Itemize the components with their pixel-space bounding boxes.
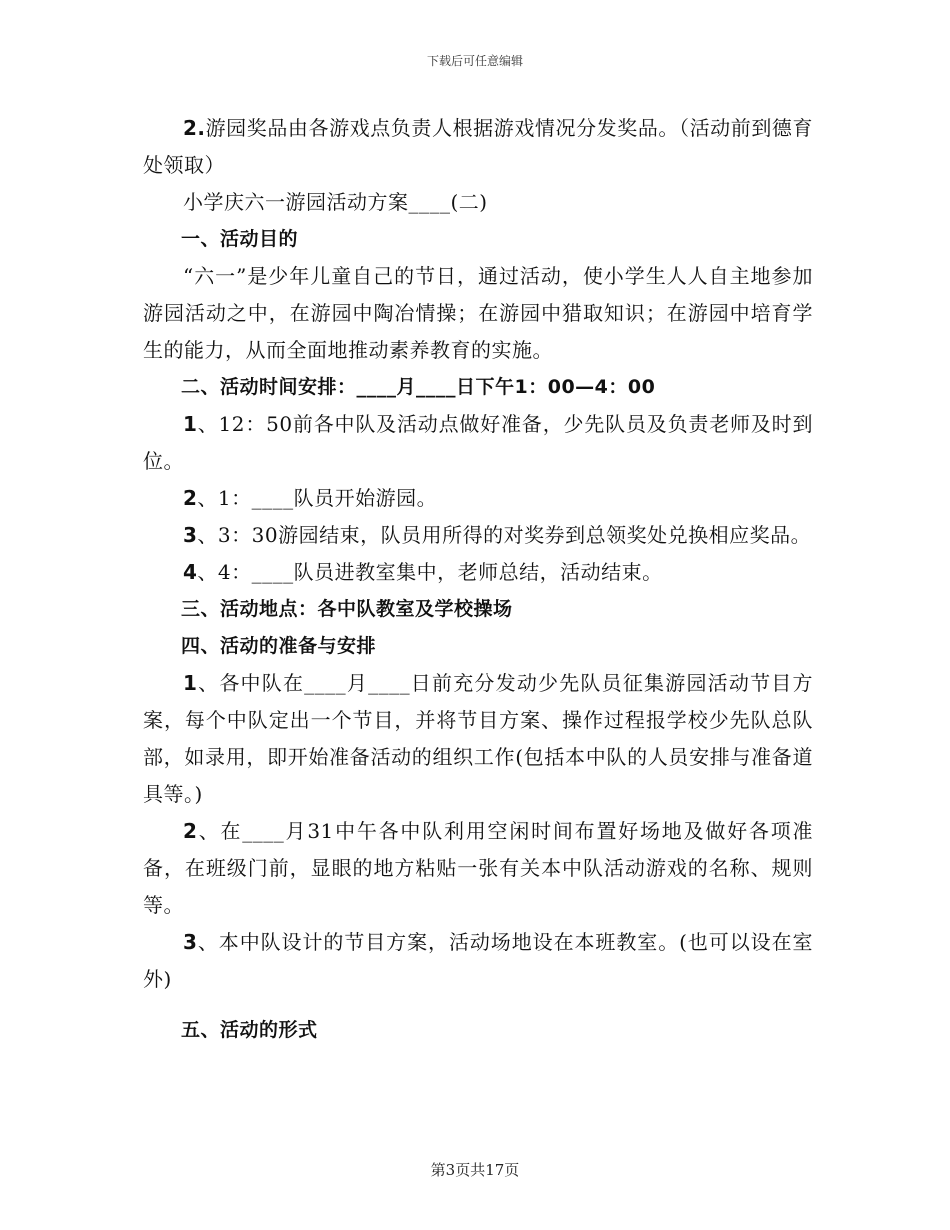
schedule-item-3: 3、3：30游园结束，队员用所得的对奖券到总领奖处兑换相应奖品。 [183,523,812,547]
schedule-item-1: 1、12：50前各中队及活动点做好准备，少先队员及负责老师及时到位。 [143,412,813,473]
section-heading-preparation: 四、活动的准备与安排 [181,635,377,657]
section-heading-location: 三、活动地点：各中队教室及学校操场 [181,598,513,620]
paragraph-plan-title: 小学庆六一游园活动方案____(二) [183,190,488,214]
page-number: 第3页共17页 [430,1161,520,1179]
paragraph-purpose: “六一”是少年儿童自己的节日，通过活动，使小学生人人自主地参加游园活动之中，在游园中陶冶情操；在游园中猎取知识；在游园中培育学生的能力，从而全面地推动素养教育的实施。 [143,264,813,362]
section-heading-format: 五、活动的形式 [181,1019,318,1041]
document-body [143,110,813,1049]
preparation-item-1: 1、各中队在____月____日前充分发动少先队员征集游园活动节目方案，每个中队定出一个节目，并将节目方案、操作过程报学校少先队总队部，如录用，即开始准备活动的组织工作(包括本中队的人员安排与准备道具等。) [143,671,813,806]
schedule-item-4: 4、4：____队员进教室集中，老师总结，活动结束。 [183,560,663,584]
page-header-note: 下载后可任意编辑 [426,54,523,68]
preparation-item-3: 3、本中队设计的节目方案，活动场地设在本班教室。(也可以设在室外) [143,930,813,991]
schedule-item-2: 2、1：____队员开始游园。 [183,486,438,510]
preparation-item-2: 2、在____月31中午各中队利用空闲时间布置好场地及做好各项准备，在班级门前，显眼的地方粘贴一张有关本中队活动游戏的名称、规则等。 [143,819,813,917]
section-heading-schedule: 二、活动时间安排：____月____日下午1：00—4：00 [181,376,656,398]
section-heading-purpose: 一、活动目的 [181,228,299,250]
paragraph-prize-note: 2.游园奖品由各游戏点负责人根据游戏情况分发奖品。（活动前到德育处领取） [143,116,813,177]
